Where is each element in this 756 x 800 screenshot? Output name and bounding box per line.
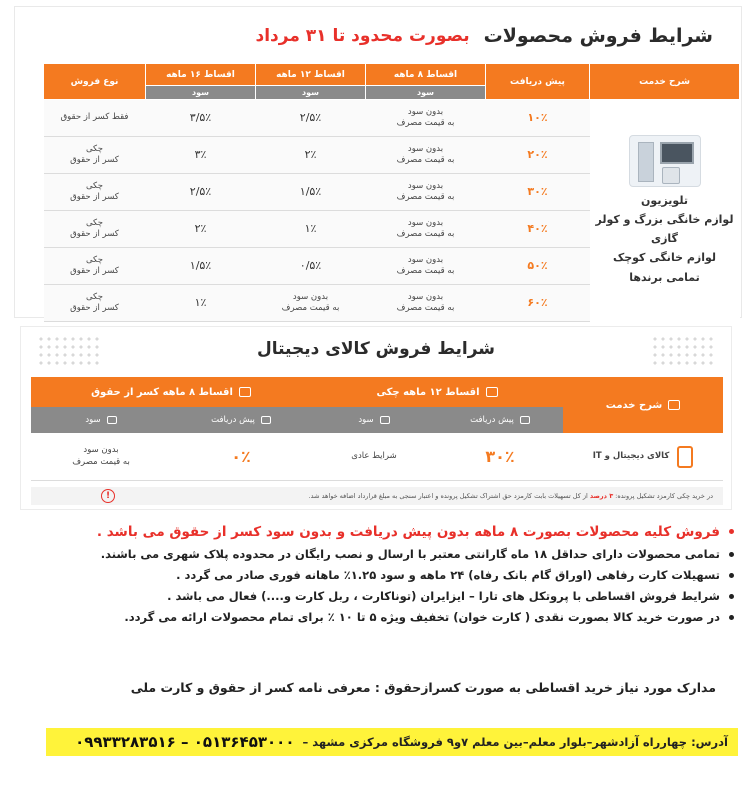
profit-16-value: ۳/۵٪ bbox=[146, 100, 256, 137]
prepayment-value: ۳۰٪ bbox=[486, 174, 590, 211]
digital-check12-profit: شرایط عادی bbox=[311, 433, 437, 481]
sale-type-value: فقط کسر از حقوق bbox=[44, 100, 146, 137]
phone-numbers[interactable]: ۰۵۱۳۶۴۵۳۰۰۰ – ۰۹۹۳۳۲۸۳۵۱۶ bbox=[75, 733, 295, 751]
prepayment-value: ۲۰٪ bbox=[486, 137, 590, 174]
profit-12-value: ۲/۵٪ bbox=[256, 100, 366, 137]
profit-8-value: بدون سود به قیمت مصرف bbox=[366, 211, 486, 248]
profit-12-value: بدون سود به قیمت مصرف bbox=[256, 285, 366, 322]
profit-16-value: ۲٪ bbox=[146, 211, 256, 248]
list-item: تمامی محصولات دارای حداقل ۱۸ ماه گارانتی معتبر با ارسال و نصب رایگان در محدوده پلاک شهری می باشند. bbox=[14, 547, 742, 561]
digital-item-cell: کالای دیجیتال و IT bbox=[563, 433, 723, 481]
list-item: فروش کلیه محصولات بصورت ۸ ماهه بدون پیش دریافت و بدون سود کسر از حقوق می باشد . bbox=[14, 524, 742, 540]
header-profit-8: سود bbox=[366, 86, 486, 100]
list-item: تسهیلات کارت رفاهی (اوراق گام بانک رفاه) ۲۴ ماهه و سود ۱.۲۵٪ ماهانه فوری صادر می گردد . bbox=[14, 568, 742, 582]
header-profit-12: سود bbox=[256, 86, 366, 100]
service-cell bbox=[590, 100, 740, 322]
digital-subheader-profit-salary: سود bbox=[31, 407, 171, 433]
sale-type-value: چکی کسر از حقوق bbox=[44, 248, 146, 285]
info-icon: ! bbox=[101, 489, 115, 503]
digital-header-salary8: اقساط ۸ ماهه کسر از حقوق bbox=[31, 377, 311, 407]
header-service: شرح خدمت bbox=[590, 64, 740, 100]
digital-subheader-pre-check: پیش دریافت bbox=[437, 407, 563, 433]
wallet-icon bbox=[520, 416, 530, 424]
prepayment-value: ۱۰٪ bbox=[486, 100, 590, 137]
digital-title: شرایط فروش کالای دیجیتال bbox=[256, 339, 496, 359]
digital-salary8-pre: ۰٪ bbox=[171, 433, 311, 481]
profit-8-value: بدون سود به قیمت مصرف bbox=[366, 100, 486, 137]
digital-salary8-profit: بدون سود به قیمت مصرف bbox=[31, 433, 171, 481]
document-icon bbox=[668, 400, 680, 410]
address-text: آدرس: چهارراه آزادشهر–بلوار معلم–بین معلم ۷و۹ فروشگاه مرکزی مشهد – bbox=[302, 735, 728, 749]
digital-subheader-profit-check: سود bbox=[311, 407, 437, 433]
list-item: در صورت خرید کالا بصورت نقدی ( کارت خوان) تخفیف ویژه ۵ تا ۱۰ ٪ برای تمام محصولات ارائه می گردد. bbox=[14, 610, 742, 624]
profit-8-value: بدون سود به قیمت مصرف bbox=[366, 174, 486, 211]
profit-12-value: ۲٪ bbox=[256, 137, 366, 174]
profit-8-value: بدون سود به قیمت مصرف bbox=[366, 137, 486, 174]
list-item: شرایط فروش اقساطی با پروتکل های تارا – ایزایران (توناکارت ، ربل کارت و....) فعال می باشد . bbox=[14, 589, 742, 603]
profit-12-value: ۱٪ bbox=[256, 211, 366, 248]
header-profit-16: سود bbox=[146, 86, 256, 100]
profit-12-value: ۱/۵٪ bbox=[256, 174, 366, 211]
profit-16-value: ۱٪ bbox=[146, 285, 256, 322]
cheque-icon bbox=[486, 387, 498, 397]
prepayment-value: ۶۰٪ bbox=[486, 285, 590, 322]
service-lines: تلویزیون لوازم خانگی بزرگ و کولر گازی لوازم خانگی کوچک تمامی برندها bbox=[595, 193, 734, 284]
header-inst12: اقساط ۱۲ ماهه bbox=[256, 64, 366, 86]
digital-footnote: در خرید چکی کارمزد تشکیل پرونده: ۳ درصد از کل تسهیلات بابت کارمزد حق اشتراک تشکیل پرونده و اعتبار سنجی به مبلغ قرارداد اضافه خواهد شد. ! bbox=[31, 487, 723, 505]
profit-16-value: ۱/۵٪ bbox=[146, 248, 256, 285]
profit-12-value: ۰/۵٪ bbox=[256, 248, 366, 285]
wallet-icon bbox=[261, 416, 271, 424]
products-panel bbox=[14, 6, 742, 318]
profit-8-value: بدون سود به قیمت مصرف bbox=[366, 248, 486, 285]
products-deadline: بصورت محدود تا ۳۱ مرداد bbox=[255, 26, 470, 46]
products-title-row bbox=[35, 19, 713, 53]
digital-subheader-pre-salary: پیش دریافت bbox=[171, 407, 311, 433]
table-row bbox=[44, 100, 740, 137]
prepayment-value: ۴۰٪ bbox=[486, 211, 590, 248]
address-bar bbox=[46, 728, 738, 756]
required-documents: مدارک مورد نیاز خرید اقساطی به صورت کسرازحقوق : معرفی نامه کسر از حقوق و کارت ملی bbox=[130, 680, 716, 695]
products-table bbox=[43, 63, 740, 322]
tablet-icon bbox=[677, 446, 693, 468]
profit-16-value: ۳٪ bbox=[146, 137, 256, 174]
header-inst8: اقساط ۸ ماهه bbox=[366, 64, 486, 86]
sale-type-value: چکی کسر از حقوق bbox=[44, 137, 146, 174]
calendar-icon bbox=[239, 387, 251, 397]
header-inst16: اقساط ۱۶ ماهه bbox=[146, 64, 256, 86]
digital-table bbox=[31, 377, 723, 481]
digital-header-check12: اقساط ۱۲ ماهه چکی bbox=[311, 377, 563, 407]
percent-icon bbox=[107, 416, 117, 424]
products-title: شرایط فروش محصولات bbox=[483, 25, 713, 47]
header-prepayment: پیش دریافت bbox=[486, 64, 590, 100]
sale-type-value: چکی کسر از حقوق bbox=[44, 211, 146, 248]
percent-icon bbox=[380, 416, 390, 424]
conditions-list bbox=[14, 524, 742, 631]
profit-16-value: ۲/۵٪ bbox=[146, 174, 256, 211]
appliances-image bbox=[629, 135, 701, 187]
digital-panel bbox=[20, 326, 732, 510]
sale-type-value: چکی کسر از حقوق bbox=[44, 174, 146, 211]
prepayment-value: ۵۰٪ bbox=[486, 248, 590, 285]
sale-type-value: چکی کسر از حقوق bbox=[44, 285, 146, 322]
header-sale-type: نوع فروش bbox=[44, 64, 146, 100]
digital-check12-pre: ۳۰٪ bbox=[437, 433, 563, 481]
digital-header-service: شرح خدمت bbox=[563, 377, 723, 433]
profit-8-value: بدون سود به قیمت مصرف bbox=[366, 285, 486, 322]
